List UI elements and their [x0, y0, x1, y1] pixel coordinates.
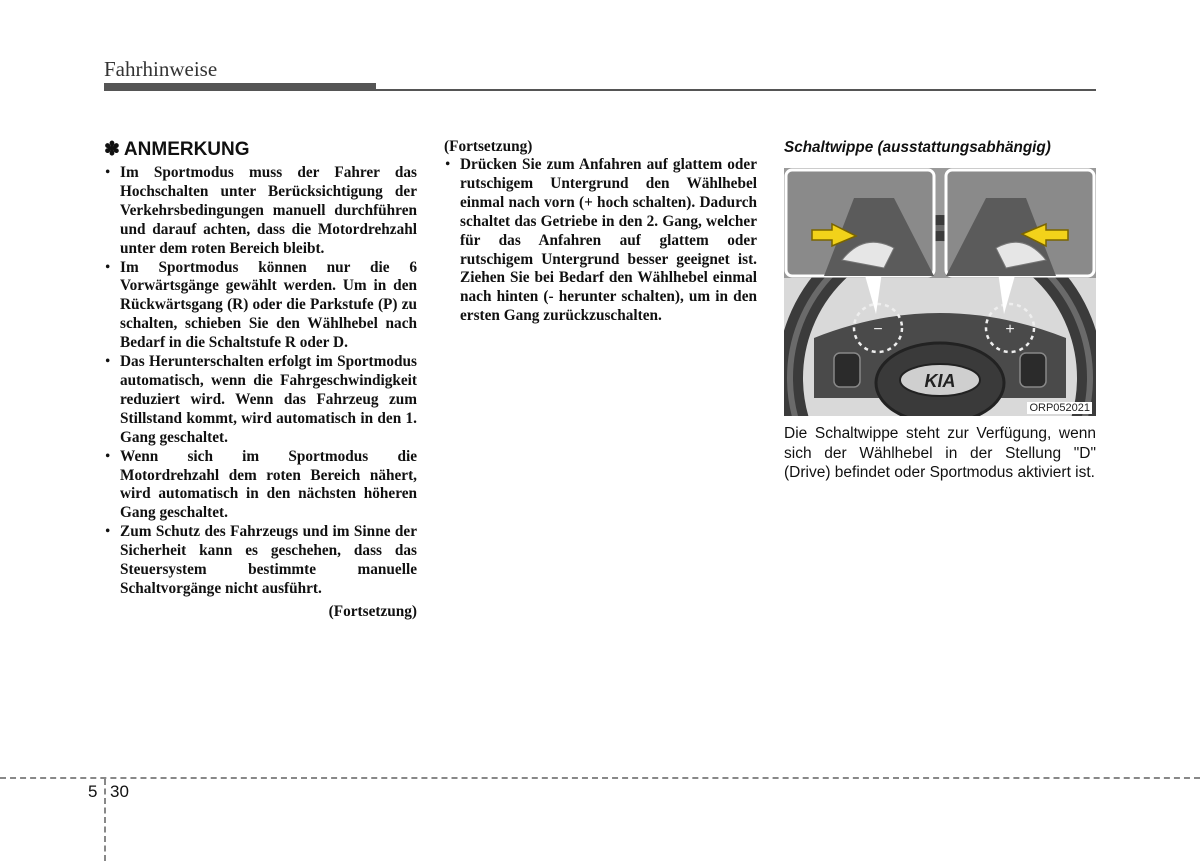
figure-caption: Schaltwippe (ausstattungsabhängig)	[784, 139, 1051, 156]
continuation-bullet: • Drücken Sie zum Anfahren auf glattem oder rutschigem Untergrund den Wählhebel einmal nach vorn (+ hoch schalten). Dadurch schaltet das Getriebe in den 2. Gang, welcher für das Anfahren auf glattem oder rutschigem Untergrund besser geeignet ist. Ziehen Sie bei Bedarf den Wählhebel einmal nach hinten (- herunter schalten), um in den ersten Gang zurückzuschalten.	[444, 156, 757, 326]
footer-rule	[0, 777, 1200, 779]
continued-label: (Fortsetzung)	[328, 602, 417, 620]
note-bullet: • Das Herunterschalten erfolgt im Sportmodus automatisch, wenn die Fahrgeschwindigkeit reduziert wird. Wenn das Fahrzeug zum Stillstand kommt, wird automatisch in den 1. Gang geschaltet.	[104, 353, 417, 448]
figure-description: Die Schaltwippe steht zur Verfügung, wenn sich der Wählhebel in der Stellung "D" (Drive) befindet oder Sportmodus aktiviert ist.	[784, 425, 1096, 481]
kia-logo: KIA	[924, 371, 956, 391]
header-rule	[104, 89, 1096, 91]
note-column	[104, 138, 417, 621]
note-heading	[104, 138, 417, 162]
footer-divider	[104, 779, 106, 861]
figure-code: ORP052021	[1029, 402, 1090, 414]
note-bullet-list	[104, 164, 417, 599]
minus-paddle-label: −	[873, 321, 883, 338]
note-heading-text: ANMERKUNG	[123, 139, 250, 160]
note-bullet: • Im Sportmodus muss der Fahrer das Hochschalten unter Berücksichtigung der Verkehrsbedingungen manuell durchführen und darauf achten, dass die Motordrehzahl unter dem roten Bereich bleibt.	[104, 164, 417, 259]
continuation-column	[444, 138, 757, 326]
note-star-icon: ✽	[104, 139, 120, 160]
steering-wheel-illustration	[784, 168, 1096, 416]
continuation-label: (Fortsetzung)	[444, 138, 533, 155]
figure-column	[784, 138, 1096, 483]
page-number: 30	[110, 782, 129, 801]
page-header-title: Fahrhinweise	[104, 57, 218, 81]
paddle-shifter-figure	[784, 168, 1096, 416]
note-bullet: • Zum Schutz des Fahrzeugs und im Sinne der Sicherheit kann es geschehen, dass das Steuersystem bestimmte manuelle Schaltvorgänge nicht ausführt.	[104, 523, 417, 599]
note-bullet: • Im Sportmodus können nur die 6 Vorwärtsgänge gewählt werden. Um in den Rückwärtsgang (R) oder die Parkstufe (P) zu schalten, schieben Sie den Wählhebel nach Bedarf in die Schaltstufe R oder D.	[104, 259, 417, 354]
note-bullet: • Wenn sich im Sportmodus die Motordrehzahl dem roten Bereich nähert, wird automatisch in den nächsten höheren Gang geschaltet.	[104, 448, 417, 524]
plus-paddle-label: +	[1005, 321, 1015, 338]
section-number: 5	[88, 782, 98, 801]
continuation-bullet-list	[444, 156, 757, 326]
